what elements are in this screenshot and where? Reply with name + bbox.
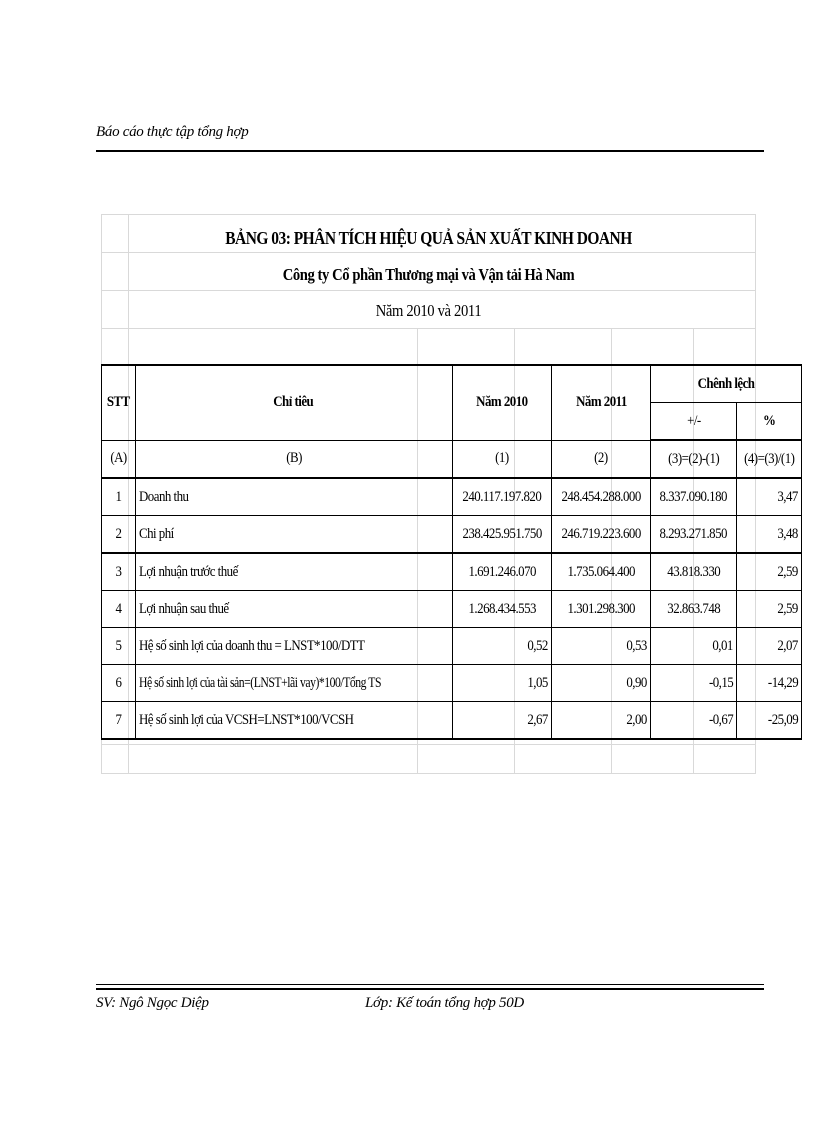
row-2011: 248.454.288.000 [552,478,651,516]
table-row [102,665,802,702]
gridline [101,214,756,215]
row-diff: -0,67 [651,702,736,740]
row-pct: 2,59 [736,553,802,591]
header-diff: +/- [651,403,736,441]
report-years: Năm 2010 và 2011 [375,301,482,320]
row-stt: 1 [102,478,136,516]
row-label: Hệ số sinh lợi của VCSH=LNST*100/VCSH [135,702,452,740]
company-name: Công ty Cổ phần Thương mại và Vận tải Hà Nam [282,265,575,284]
code-cell: (A) [102,440,136,478]
table-row [102,553,802,591]
gridline [101,328,756,329]
header-year-2011: Năm 2011 [552,365,651,440]
row-stt: 5 [102,628,136,665]
row-stt: 4 [102,591,136,628]
table-row [102,702,802,740]
table-row [102,516,802,554]
row-stt: 2 [102,516,136,554]
row-2011: 0,53 [552,628,651,665]
code-row [102,440,802,478]
row-diff: 43.818.330 [651,553,736,591]
row-2010: 1.268.434.553 [452,591,551,628]
row-2010: 240.117.197.820 [452,478,551,516]
footer-rule [96,984,764,985]
header-chi-tieu: Chỉ tiêu [135,365,452,440]
footer-rule [96,988,764,990]
row-stt: 7 [102,702,136,740]
header-year-2010: Năm 2010 [452,365,551,440]
row-diff: 8.293.271.850 [651,516,736,554]
row-label: Hệ số sinh lợi của tài sản=(LNST+lãi vay)*100/Tổng TS [135,665,452,702]
row-label: Chi phí [135,516,452,554]
row-2011: 2,00 [552,702,651,740]
row-2011: 1.301.298.300 [552,591,651,628]
row-pct: -25,09 [736,702,802,740]
code-cell: (1) [452,440,551,478]
table-title: BẢNG 03: PHÂN TÍCH HIỆU QUẢ SẢN XUẤT KINH DOANH [225,228,632,248]
header-chenh-lech: Chênh lệch [651,365,802,403]
row-pct: -14,29 [736,665,802,702]
code-cell: (4)=(3)/(1) [736,440,802,478]
row-label: Hệ số sinh lợi của doanh thu = LNST*100/DTT [135,628,452,665]
row-2011: 1.735.064.400 [552,553,651,591]
gridline [101,290,756,291]
analysis-table [101,364,802,740]
header-pct: % [736,403,802,441]
gridline [101,252,756,253]
row-2010: 1.691.246.070 [452,553,551,591]
footer-class: Lớp: Kế toán tổng hợp 50D [365,995,524,1011]
row-pct: 2,07 [736,628,802,665]
row-label: Doanh thu [135,478,452,516]
row-2010: 0,52 [452,628,551,665]
table-row [102,628,802,665]
code-cell: (B) [135,440,452,478]
row-stt: 3 [102,553,136,591]
row-2010: 2,67 [452,702,551,740]
spreadsheet-area [101,214,799,774]
page-header: Báo cáo thực tập tổng hợp [96,124,249,140]
row-pct: 2,59 [736,591,802,628]
header-row [102,365,802,403]
row-pct: 3,48 [736,516,802,554]
row-diff: 32.863.748 [651,591,736,628]
row-2010: 1,05 [452,665,551,702]
footer-student: SV: Ngô Ngọc Diệp [96,995,209,1011]
code-cell: (3)=(2)-(1) [651,440,736,478]
row-2011: 0,90 [552,665,651,702]
gridline [101,744,756,745]
row-diff: 8.337.090.180 [651,478,736,516]
row-diff: 0,01 [651,628,736,665]
row-2011: 246.719.223.600 [552,516,651,554]
header-rule [96,150,764,152]
row-stt: 6 [102,665,136,702]
header-stt: STT [102,365,136,440]
table-row [102,478,802,516]
row-label: Lợi nhuận trước thuế [135,553,452,591]
row-label: Lợi nhuận sau thuế [135,591,452,628]
table-row [102,591,802,628]
code-cell: (2) [552,440,651,478]
gridline [101,773,756,774]
row-diff: -0,15 [651,665,736,702]
row-pct: 3,47 [736,478,802,516]
row-2010: 238.425.951.750 [452,516,551,554]
